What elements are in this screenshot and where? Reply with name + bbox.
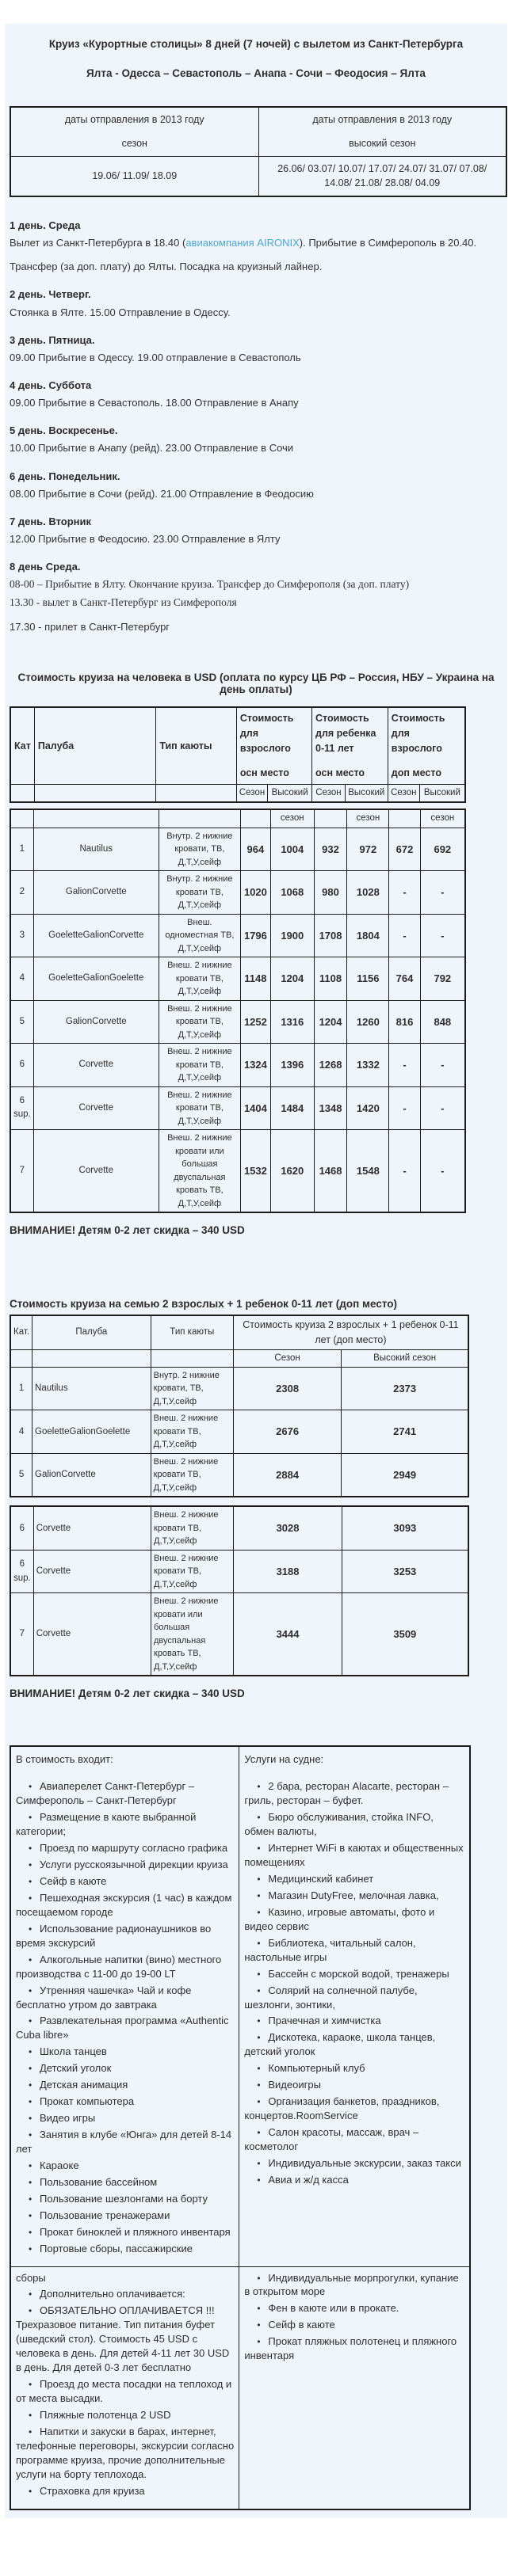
day-7-title: 7 день. Вторник <box>10 515 92 527</box>
adult-extra-high-price: 792 <box>420 957 465 1001</box>
day-2-text: Стоянка в Ялте. 15.00 Отправление в Одессу. <box>10 306 231 318</box>
family-col-tip: Тип каюты <box>151 1315 233 1349</box>
adult-main-season-price: 1020 <box>240 871 270 915</box>
included-item: • Прокат компьютера <box>16 2095 234 2109</box>
deck-cell: GoeletteGalionGoelette <box>32 1410 151 1454</box>
adult-main-high-price: 1396 <box>270 1044 314 1087</box>
service-item: • Интернет WiFi в каютах и общественных помещениях <box>244 1841 464 1870</box>
season-cont-label: сезон <box>270 809 314 828</box>
day-3-title: 3 день. Пятница. <box>10 333 95 346</box>
adult-main-season-price: 1148 <box>240 957 270 1001</box>
cabin-type-cell: Внеш. одноместная ТВ, Д,Т,У,сейф <box>159 914 240 957</box>
cabin-type-cell: Внутр. 2 нижние кровати ТВ, Д,Т,У,сейф <box>159 871 240 915</box>
category-cell: 5 <box>10 1000 33 1044</box>
adult-extra-high-price: 692 <box>420 828 465 871</box>
extra-fees-cell <box>10 2266 239 2509</box>
child-high-price: 1028 <box>347 871 389 915</box>
price-row <box>10 1044 465 1087</box>
child-high-price: 1548 <box>347 1130 389 1213</box>
price-table-heading: Стоимость круиза на человека в USD (оплата по курсу ЦБ РФ – Россия, НБУ – Украина на день оплаты) <box>17 672 495 696</box>
cabin-type-cell: Внеш. 2 нижние кровати ТВ, Д,Т,У,сейф <box>151 1410 233 1454</box>
family-header-row <box>10 1315 468 1349</box>
adult-main-season-price: 1324 <box>240 1044 270 1087</box>
deck-cell: Corvette <box>33 1550 151 1593</box>
child-high-price: 1420 <box>347 1086 389 1130</box>
family-col-kat: Кат. <box>10 1315 32 1349</box>
adult-extra-high-price: - <box>420 871 465 915</box>
col-adult-main-l2: осн место <box>239 767 289 779</box>
family-high-price: 3253 <box>342 1550 468 1593</box>
service-item: • Компьютерный клуб <box>244 2061 464 2076</box>
included-item: • Школа танцев <box>16 2045 234 2059</box>
family-table-heading: Стоимость круиза на семью 2 взрослых + 1 ребенок 0-11 лет (доп место) <box>10 1298 398 1311</box>
page-title: Круиз «Курортные столицы» 8 дней (7 ночей) с вылетом из Санкт-Петербурга <box>48 38 464 50</box>
extra-service-item: • Прокат пляжных полотенец и пляжного инвентаря <box>244 2334 464 2363</box>
col-child-main-header <box>312 707 388 785</box>
category-cell: 5 <box>10 1453 32 1497</box>
season-label: Сезон <box>312 785 346 803</box>
cabin-type-cell: Внеш. 2 нижние кровати ТВ, Д,Т,У,сейф <box>159 1086 240 1130</box>
day-4-title: 4 день. Суббота <box>10 379 92 391</box>
included-item: • Караоке <box>16 2159 234 2173</box>
included-services-table <box>10 1745 471 2509</box>
dates-high-season-header-line1: даты отправления в 2013 году <box>312 114 453 125</box>
included-item: • Услуги русскоязычной дирекции круиза <box>16 1858 234 1872</box>
price-row <box>10 914 465 957</box>
family-season-price: 3444 <box>234 1593 342 1676</box>
deck-cell: Corvette <box>33 1506 151 1550</box>
adult-main-high-price: 1620 <box>270 1130 314 1213</box>
season-cont-label: сезон <box>347 809 389 828</box>
cabin-type-cell: Внеш. 2 нижние кровати ТВ, Д,Т,У,сейф <box>159 1000 240 1044</box>
cabin-type-cell: Внеш. 2 нижние кровати ТВ, Д,Т,У,сейф <box>159 1044 240 1087</box>
extra-fee-item: • ОБЯЗАТЕЛЬНО ОПЛАЧИВАЕТСЯ !!! Трехразовое питание. Тип питания буфет (шведский стол). Стоимость 45 USD с человека в день. Для детей 4-11 лет 30 USD в день. Для детей 0-3 лет бесплатно <box>16 2304 234 2375</box>
family-season-row <box>10 1349 468 1367</box>
family-price-row <box>10 1550 468 1593</box>
included-item: • Детский уголок <box>16 2061 234 2076</box>
adult-main-season-price: 1532 <box>240 1130 270 1213</box>
col-tip-header: Тип каюты <box>156 707 237 785</box>
child-high-price: 1156 <box>347 957 389 1001</box>
included-item: • Сейф в каюте <box>16 1874 234 1889</box>
route-subtitle: Ялта - Одесса – Севастополь – Анапа - Сочи – Феодосия – Ялта <box>86 67 426 79</box>
adult-extra-high-price: - <box>420 1044 465 1087</box>
family-price-row <box>10 1453 468 1497</box>
included-cell <box>10 1746 239 2266</box>
family-price-row <box>10 1593 468 1676</box>
service-item: • Прачечная и химчистка <box>244 2014 464 2028</box>
child-high-price: 1260 <box>347 1000 389 1044</box>
service-item: • Бассейн с морской водой, тренажеры <box>244 1967 464 1981</box>
category-cell: 4 <box>10 1410 32 1454</box>
adult-main-high-price: 1004 <box>270 828 314 871</box>
family-season-price: 2676 <box>233 1410 341 1454</box>
price-row <box>10 1086 465 1130</box>
family-high-price: 3509 <box>342 1593 468 1676</box>
adult-main-season-price: 964 <box>240 828 270 871</box>
family-season-price: 3028 <box>234 1506 342 1550</box>
extra-service-item: • Фен в каюте или в прокате. <box>244 2301 464 2315</box>
col-adult-extra-l2: доп место <box>391 767 441 779</box>
category-cell: 6 <box>10 1044 33 1087</box>
family-high-price: 3093 <box>342 1506 468 1550</box>
col-adult-extra-header <box>388 707 465 785</box>
col-paluba-header: Палуба <box>34 707 155 785</box>
extra-services-cell <box>239 2266 470 2509</box>
included-header: В стоимость входит: <box>16 1753 113 1766</box>
adult-extra-season-price: - <box>389 1086 420 1130</box>
service-item: • Дискотека, караоке, школа танцев, детский уголок <box>244 2030 464 2059</box>
deck-cell: Corvette <box>33 1044 159 1087</box>
service-item: • Магазин DutyFree, мелочная лавка, <box>244 1889 464 1903</box>
adult-extra-season-price: 672 <box>389 828 420 871</box>
season-labels-row <box>10 785 465 803</box>
dates-season-header-line2: сезон <box>121 137 147 149</box>
adult-main-season-price: 1252 <box>240 1000 270 1044</box>
day-6-title: 6 день. Понедельник. <box>10 470 120 482</box>
cabin-type-cell: Внутр. 2 нижние кровати, ТВ, Д,Т,У,сейф <box>151 1367 233 1410</box>
service-item: • Видеоигры <box>244 2078 464 2092</box>
category-cell: 3 <box>10 914 33 957</box>
category-cell: 6 sup. <box>10 1086 33 1130</box>
included-item: • Утренняя чашечка» Чай и кофе бесплатно утром до завтрака <box>16 1984 234 2012</box>
day-1 <box>10 218 504 275</box>
family-price-row <box>10 1506 468 1550</box>
extra-service-item: • Индивидуальные морпрогулки, купание в открытом море <box>244 2271 464 2300</box>
cabin-type-cell: Внеш. 2 нижние кровати ТВ, Д,Т,У,сейф <box>151 1453 233 1497</box>
extra-fee-item: • Дополнительно оплачивается: <box>16 2287 234 2301</box>
services-list <box>244 1779 464 2186</box>
extra-services-list <box>244 2271 464 2364</box>
deck-cell: Corvette <box>33 1086 159 1130</box>
day-1-text-post: ). Прибытие в Симферополь в 20.40. <box>299 237 477 249</box>
services-cell <box>239 1746 470 2266</box>
included-item: • Размещение в каюте выбранной категории; <box>16 1810 234 1839</box>
child-season-price: 1204 <box>314 1000 347 1044</box>
price-row <box>10 828 465 871</box>
day-6-text: 08.00 Прибытие в Сочи (рейд). 21.00 Отправление в Феодосию <box>10 487 314 500</box>
adult-main-high-price: 1484 <box>270 1086 314 1130</box>
deck-cell: Nautilus <box>32 1367 151 1410</box>
child-season-price: 932 <box>314 828 347 871</box>
adult-main-high-price: 1204 <box>270 957 314 1001</box>
adult-extra-high-price: - <box>420 914 465 957</box>
day-4-text: 09.00 Прибытие в Севастополь. 18.00 Отправление в Анапу <box>10 397 299 409</box>
included-item: • Алкогольные напитки (вино) местного производства с 11-00 до 19-00 LT <box>16 1953 234 1981</box>
category-cell: 2 <box>10 871 33 915</box>
dates-high-season-header-line2: высокий сезон <box>349 137 416 149</box>
included-item: • Развлекательная программа «Authentic Cuba libre» <box>16 2014 234 2042</box>
deck-cell: Corvette <box>33 1593 151 1676</box>
col-kat-header: Кат <box>10 707 34 785</box>
day-1-text-pre: Вылет из Санкт-Петербурга в 18.40 ( <box>10 237 186 249</box>
included-item: • Портовые сборы, пассажирские <box>16 2242 234 2256</box>
included-item: • Детская анимация <box>16 2078 234 2092</box>
cabin-type-cell: Внеш. 2 нижние кровати ТВ, Д,Т,У,сейф <box>159 957 240 1001</box>
adult-main-season-price: 1796 <box>240 914 270 957</box>
family-price-row <box>10 1410 468 1454</box>
dates-season-header-line1: даты отправления в 2013 году <box>64 114 204 125</box>
included-item: • Видео игры <box>16 2111 234 2125</box>
child-high-price: 1332 <box>347 1044 389 1087</box>
child-season-price: 1348 <box>314 1086 347 1130</box>
day-1-text <box>10 235 504 251</box>
service-item: • Казино, игровые автоматы, фото и видео сервис <box>244 1905 464 1934</box>
extra-fee-item: • Проезд до места посадки на теплоход и от места высадки. <box>16 2377 234 2406</box>
col-adult-main-l1: Стоимость для взрослого <box>239 713 294 754</box>
cabin-type-cell: Внутр. 2 нижние кровати, ТВ, Д,Т,У,сейф <box>159 828 240 871</box>
family-high-price: 2741 <box>342 1410 468 1454</box>
col-adult-extra-l1: Стоимость для взрослого <box>391 713 445 754</box>
included-item: • Пользование бассейном <box>16 2175 234 2190</box>
day-2 <box>10 287 504 320</box>
deck-cell: Nautilus <box>33 828 159 871</box>
adult-extra-season-price: 816 <box>389 1000 420 1044</box>
category-cell: 4 <box>10 957 33 1001</box>
dates-high-season-header <box>258 107 506 156</box>
deck-cell: GoeletteGalionCorvette <box>33 914 159 957</box>
price-table-header <box>10 706 466 803</box>
season-label: Сезон <box>236 785 267 803</box>
included-item: • Пользование тренажерами <box>16 2209 234 2223</box>
included-item: • Пешеходная экскурсия (1 час) в каждом посещаемом городе <box>16 1891 234 1920</box>
deck-cell: GalionCorvette <box>33 1000 159 1044</box>
included-item: • Авиаперелет Санкт-Петербург – Симферополь – Санкт-Петербург <box>16 1779 234 1808</box>
day-5 <box>10 423 504 456</box>
adult-main-high-price: 1068 <box>270 871 314 915</box>
deck-cell: Corvette <box>33 1130 159 1213</box>
dates-season-value: 19.06/ 11.09/ 18.09 <box>10 156 258 196</box>
included-list <box>16 1779 234 2255</box>
family-high-label: Высокий сезон <box>342 1349 468 1367</box>
adult-extra-high-price: - <box>420 1130 465 1213</box>
children-discount-notice-2: ВНИМАНИЕ! Детям 0-2 лет скидка – 340 USD <box>10 1688 245 1700</box>
adult-main-high-price: 1900 <box>270 914 314 957</box>
price-row <box>10 1000 465 1044</box>
cabin-type-cell: Внеш. 2 нижние кровати ТВ, Д,Т,У,сейф <box>151 1550 234 1593</box>
day-8-arrival-text: 08-00 – Прибытие в Ялту. Окончание круиза. Трансфер до Симферополя (за доп. плату) <box>10 578 410 591</box>
day-1-transfer-text: Трансфер (за доп. плату) до Ялты. Посадка на круизный лайнер. <box>10 261 323 273</box>
category-cell: 7 <box>10 1130 33 1213</box>
included-item: • Прокат биноклей и пляжного инвентаря <box>16 2225 234 2239</box>
day-7 <box>10 514 504 547</box>
service-item: • Бюро обслуживания, стойка INFO, обмен валюты, <box>244 1810 464 1839</box>
extra-fees-list <box>16 2287 234 2498</box>
price-row <box>10 871 465 915</box>
day-7-text: 12.00 Прибытие в Феодосию. 23.00 Отправление в Ялту <box>10 532 281 545</box>
service-item: • Медицинский кабинет <box>244 1872 464 1886</box>
service-item: • Библиотека, читальный салон, настольные игры <box>244 1936 464 1965</box>
deck-cell: GalionCorvette <box>32 1453 151 1497</box>
extra-fee-item: • Пляжные полотенца 2 USD <box>16 2408 234 2422</box>
day-2-title: 2 день. Четверг. <box>10 288 91 301</box>
family-season-price: 2308 <box>233 1367 341 1410</box>
child-high-price: 972 <box>347 828 389 871</box>
category-cell: 6 <box>10 1506 33 1550</box>
cabin-type-cell: Внеш. 2 нижние кровати или большая двуспальная кровать ТВ, Д,Т,У,сейф <box>151 1593 234 1676</box>
departure-dates-table <box>10 106 507 197</box>
dates-high-season-value: 26.06/ 03.07/ 10.07/ 17.07/ 24.07/ 31.07/ 07.08/ 14.08/ 21.08/ 28.08/ 04.09 <box>258 156 506 196</box>
high-label: Высокий <box>345 785 388 803</box>
family-season-price: 3188 <box>234 1550 342 1593</box>
day-5-text: 10.00 Прибытие в Анапу (рейд). 23.00 Отправление в Сочи <box>10 442 294 455</box>
day-4 <box>10 378 504 411</box>
deck-cell: GalionCorvette <box>33 871 159 915</box>
included-item: • Проезд по маршруту согласно графика <box>16 1841 234 1855</box>
children-discount-notice-1: ВНИМАНИЕ! Детям 0-2 лет скидка – 340 USD <box>10 1224 245 1237</box>
col-child-main-l1: Стоимость для ребенка 0-11 лет <box>315 713 376 754</box>
service-item: • Салон красоты, массаж, врач – косметолог <box>244 2125 464 2154</box>
family-price-row <box>10 1367 468 1410</box>
category-cell: 6 sup. <box>10 1550 33 1593</box>
day-8-title: 8 день Среда. <box>10 561 81 573</box>
price-row <box>10 957 465 1001</box>
child-high-price: 1804 <box>347 914 389 957</box>
child-season-price: 980 <box>314 871 347 915</box>
family-high-price: 2949 <box>342 1453 468 1497</box>
family-price-table-part2 <box>10 1505 469 1676</box>
adult-extra-high-price: 848 <box>420 1000 465 1044</box>
day-6 <box>10 469 504 502</box>
adult-extra-season-price: 764 <box>389 957 420 1001</box>
day-1-title: 1 день. Среда <box>10 219 81 231</box>
page-content <box>5 24 507 2518</box>
day-8-flight-text: 13.30 - вылет в Санкт-Петербург из Симферополя <box>10 596 237 609</box>
family-season-label: Сезон <box>233 1349 341 1367</box>
category-cell: 7 <box>10 1593 33 1676</box>
col-child-main-l2: осн место <box>315 767 365 779</box>
adult-extra-season-price: - <box>389 1130 420 1213</box>
adult-extra-season-price: - <box>389 914 420 957</box>
child-season-price: 1268 <box>314 1044 347 1087</box>
cabin-type-cell: Внеш. 2 нижние кровати ТВ, Д,Т,У,сейф <box>151 1506 234 1550</box>
extra-service-item: • Сейф в каюте <box>244 2318 464 2332</box>
adult-main-season-price: 1404 <box>240 1086 270 1130</box>
adult-main-high-price: 1316 <box>270 1000 314 1044</box>
service-item: • Солярий на солнечной палубе, шезлонги, зонтики, <box>244 1984 464 2012</box>
price-row <box>10 1130 465 1213</box>
extra-fee-item: • Напитки и закуски в барах, интернет, телефонные переговоры, экскурсии согласно программе круиза, прочие дополнительные услуги на борту теплохода. <box>16 2425 234 2482</box>
day-8-landing-text: 17.30 - прилет в Санкт-Петербург <box>10 621 170 634</box>
family-price-table-part1 <box>10 1315 469 1497</box>
day-3-text: 09.00 Прибытие в Одессу. 19.00 отправление в Севастополь <box>10 351 301 363</box>
family-season-price: 2884 <box>233 1453 341 1497</box>
services-header: Услуги на судне: <box>244 1753 324 1766</box>
category-cell: 1 <box>10 828 33 871</box>
adult-extra-season-price: - <box>389 1044 420 1087</box>
day-3 <box>10 333 504 366</box>
service-item: • Авиа и ж/д касса <box>244 2173 464 2187</box>
child-season-price: 1468 <box>314 1130 347 1213</box>
fees-continuation: сборы <box>16 2271 46 2284</box>
adult-extra-season-price: - <box>389 871 420 915</box>
included-item: • Пользование шезлонгами на борту <box>16 2192 234 2206</box>
adult-extra-high-price: - <box>420 1086 465 1130</box>
season-cont-label: сезон <box>420 809 465 828</box>
cabin-type-cell: Внеш. 2 нижние кровати или большая двуспальная кровать ТВ, Д,Т,У,сейф <box>159 1130 240 1213</box>
extra-fee-item: • Страховка для круиза <box>16 2484 234 2498</box>
itinerary <box>10 218 504 635</box>
service-item: • Индивидуальные экскурсии, заказ такси <box>244 2156 464 2171</box>
deck-cell: GoeletteGalionGoelette <box>33 957 159 1001</box>
dates-season-header <box>10 107 258 156</box>
included-item: • Использование радионаушников во время экскурсий <box>16 1922 234 1950</box>
airline-link[interactable]: авиакомпания AIRONIX <box>185 237 300 249</box>
child-season-price: 1708 <box>314 914 347 957</box>
family-col-price: Стоимость круиза 2 взрослых + 1 ребенок 0-11 лет (доп место) <box>233 1315 468 1349</box>
family-col-paluba: Палуба <box>32 1315 151 1349</box>
col-adult-main-header <box>236 707 311 785</box>
service-item: • 2 бара, ресторан Alacarte, ресторан – гриль, ресторан – буфет. <box>244 1779 464 1808</box>
child-season-price: 1108 <box>314 957 347 1001</box>
day-5-title: 5 день. Воскресенье. <box>10 424 118 437</box>
service-item: • Организация банкетов, праздников, концертов.RoomService <box>244 2095 464 2123</box>
season-continuation-row <box>10 809 465 828</box>
season-label: Сезон <box>388 785 419 803</box>
category-cell: 1 <box>10 1367 32 1410</box>
day-8 <box>10 559 504 635</box>
family-high-price: 2373 <box>342 1367 468 1410</box>
high-label: Высокий <box>268 785 312 803</box>
included-item: • Занятия в клубе «Юнга» для детей 8-14 лет <box>16 2128 234 2156</box>
high-label: Высокий <box>419 785 465 803</box>
price-table-body <box>10 809 466 1213</box>
